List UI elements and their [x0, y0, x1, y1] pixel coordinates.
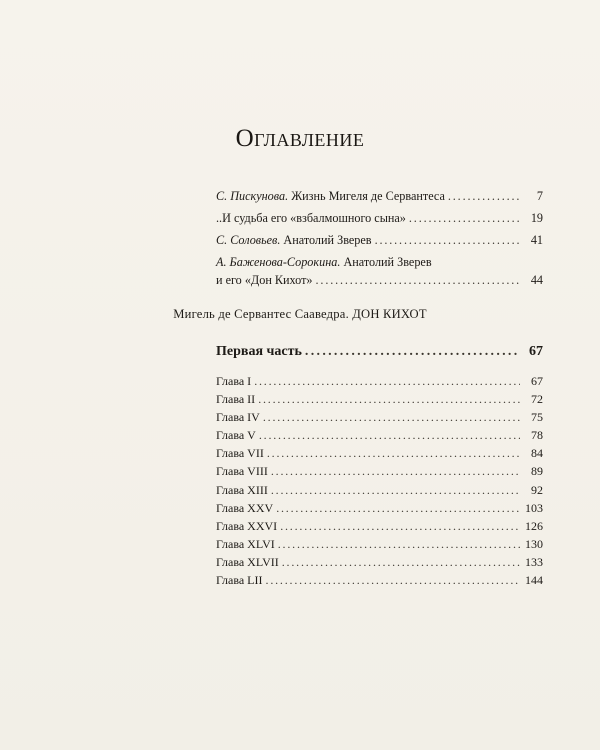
entry-title-continued: и его «Дон Кихот»	[216, 273, 313, 287]
entry-page: 7	[536, 189, 543, 203]
chapter-page: 78	[531, 428, 543, 443]
toc-entry[interactable]	[216, 253, 543, 289]
chapter-page: 92	[531, 482, 543, 497]
chapter-label: Глава XXVI	[216, 518, 278, 533]
chapter-page: 84	[531, 446, 543, 461]
entry-page: 41	[530, 233, 543, 247]
dot-leader	[259, 426, 520, 444]
chapter-label: Глава VIII	[216, 464, 268, 479]
dot-leader	[280, 517, 520, 535]
chapter-page: 67	[531, 374, 543, 388]
chapter-entry[interactable]	[216, 390, 543, 408]
entry-author: А. Баженова-Сорокина.	[216, 255, 341, 269]
chapter-label: Глава IV	[216, 410, 260, 425]
chapter-label: Глава LII	[216, 573, 263, 588]
chapter-list	[216, 372, 543, 589]
chapter-entry[interactable]	[216, 553, 543, 571]
entry-title: Жизнь Мигеля де Сервантеса	[288, 189, 445, 203]
book-title: Мигель де Сервантес Сааведра. ДОН КИХОТ	[173, 307, 427, 321]
chapter-entry[interactable]	[216, 517, 543, 535]
chapter-entry[interactable]	[216, 481, 543, 499]
dot-leader	[305, 344, 520, 360]
dot-leader	[448, 187, 520, 205]
dot-leader	[266, 571, 520, 589]
chapter-page: 75	[531, 410, 543, 425]
dot-leader	[271, 462, 520, 480]
dot-leader	[409, 209, 520, 227]
chapter-entry[interactable]	[216, 372, 543, 390]
toc-entry[interactable]	[216, 231, 543, 249]
chapter-entry[interactable]	[216, 462, 543, 480]
chapter-page: 103	[525, 500, 543, 515]
chapter-label: Глава XXV	[216, 500, 274, 515]
entry-text	[216, 231, 372, 249]
dot-leader	[375, 231, 520, 249]
entry-page: 44	[530, 273, 543, 287]
chapter-entry[interactable]	[216, 408, 543, 426]
chapter-entry[interactable]	[216, 535, 543, 553]
intro-contents	[216, 187, 543, 289]
dot-leader	[263, 408, 520, 426]
dot-leader	[271, 481, 520, 499]
chapter-entry[interactable]	[216, 499, 543, 517]
dot-leader	[316, 271, 520, 289]
chapter-entry[interactable]	[216, 571, 543, 589]
page-title: Оглавление	[235, 125, 365, 152]
chapter-entry[interactable]	[216, 426, 543, 444]
entry-text	[216, 187, 445, 205]
chapter-page: 89	[531, 464, 543, 479]
dot-leader	[282, 553, 520, 571]
entry-title: Анатолий Зверев	[340, 255, 432, 269]
entry-title: ..И судьба его «взбалмошного сына»	[216, 211, 406, 225]
dot-leader	[254, 372, 520, 390]
chapter-label: Глава XLVI	[216, 536, 275, 551]
dot-leader	[276, 499, 520, 517]
chapter-label: Глава VII	[216, 446, 264, 461]
chapter-label: Глава XLVII	[216, 554, 279, 569]
chapter-label: Глава I	[216, 374, 252, 388]
entry-author: С. Пискунова.	[216, 189, 289, 203]
entry-page: 19	[530, 211, 543, 225]
chapter-label: Глава V	[216, 428, 256, 443]
toc-entry[interactable]	[216, 187, 543, 205]
dot-leader	[267, 444, 520, 462]
part-page: 67	[529, 344, 543, 359]
chapter-page: 130	[525, 536, 543, 551]
entry-author: С. Соловьев.	[216, 233, 281, 247]
chapter-page: 133	[525, 554, 543, 569]
chapter-page: 72	[531, 392, 543, 407]
chapter-page: 126	[525, 518, 543, 533]
chapter-label: Глава XIII	[216, 482, 268, 497]
entry-title: Анатолий Зверев	[280, 233, 372, 247]
toc-entry[interactable]	[216, 209, 543, 227]
dot-leader	[278, 535, 520, 553]
dot-leader	[258, 390, 520, 408]
chapter-entry[interactable]	[216, 444, 543, 462]
chapter-label: Глава II	[216, 392, 256, 407]
part-label: Первая часть	[216, 344, 302, 359]
entry-text	[216, 253, 543, 271]
chapter-page: 144	[525, 573, 543, 588]
part-heading[interactable]	[216, 344, 543, 360]
